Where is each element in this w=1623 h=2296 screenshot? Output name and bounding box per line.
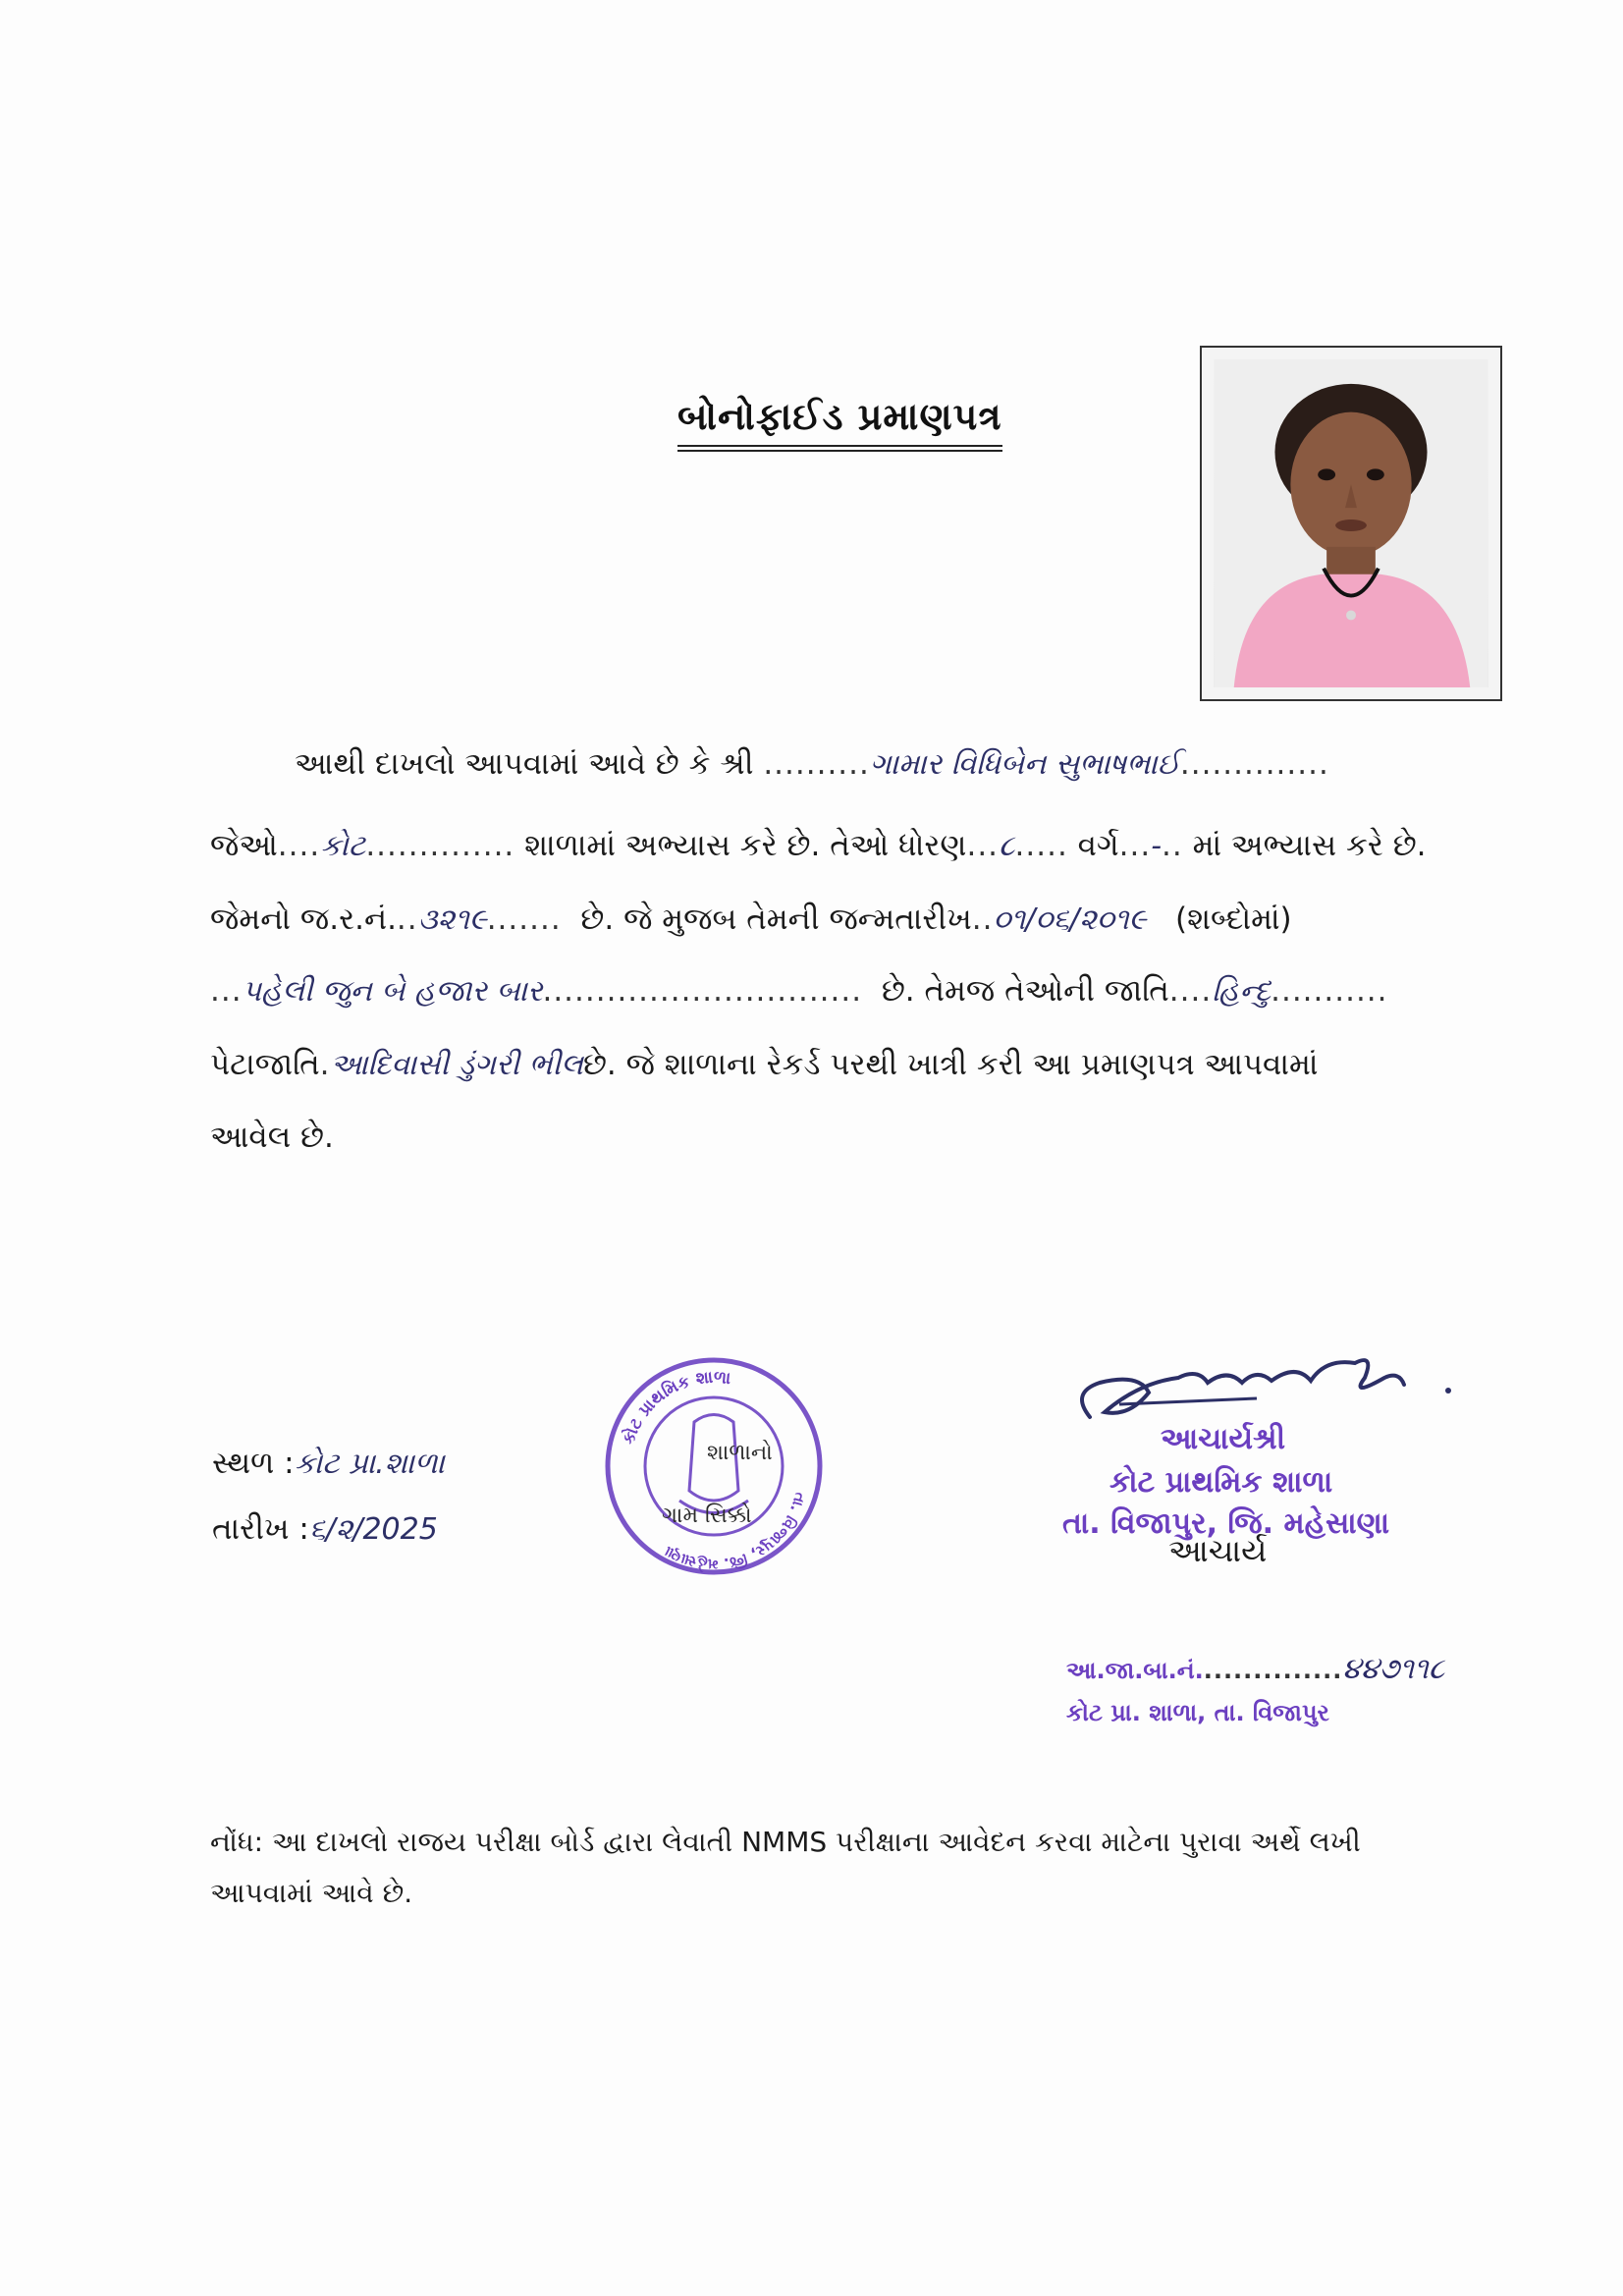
dots: .. [1162, 828, 1183, 863]
certificate-line-4 [210, 973, 1516, 1009]
dots: ... [966, 828, 1000, 863]
line3-prefix: જેમનો જ.ર.નં. [210, 902, 397, 937]
dots: ........... [1271, 973, 1388, 1009]
svg-text:કોટ પ્રાથમિક શાળા [617, 1368, 731, 1448]
certificate-line-3 [210, 904, 1516, 935]
student-photo [1214, 359, 1488, 687]
stamp-center-text: શાળાનો [707, 1441, 773, 1465]
dots: .... [1168, 973, 1213, 1009]
principal-title: આચાર્યશ્રી [1161, 1422, 1286, 1456]
class-label: વર્ગ [1077, 828, 1119, 863]
registration-school: કોટ પ્રા. શાળા, તા. વિજાપુર [1066, 1699, 1329, 1726]
dots: ... [1118, 828, 1152, 863]
date-of-birth: ૦૧/૦૬/૨૦૧૯ [993, 902, 1147, 937]
dots: .. [396, 902, 418, 937]
line5-prefix: પેટાજાતિ [210, 1047, 320, 1082]
note-text: આ દાખલો રાજય પરીક્ષા બોર્ડ દ્વારા લેવાતી NMMS પરીક્ષાના આવેદન કરવા માટેના પુરાવા અર્થે લખી આપવામાં આવે છે. [210, 1826, 1361, 1909]
registration-number: ૪૪૭૧૧૮ [1342, 1652, 1445, 1686]
line3-suffix: (શબ્દોમાં) [1175, 902, 1292, 937]
certificate-title: બોનોફાઈડ પ્રમાણપત્ર [677, 395, 1002, 447]
line2-suffix: માં અભ્યાસ કરે છે. [1192, 828, 1427, 863]
date-label: તારીખ : [212, 1511, 309, 1547]
gr-number: ૩૨૧૯ [417, 902, 487, 937]
signatory-taluka: તા. વિજાપુર, જિ. મહેસાણા [1062, 1506, 1390, 1541]
school-name: કોટ [320, 829, 366, 863]
place-label: સ્થળ : [212, 1446, 295, 1481]
place-row [212, 1446, 445, 1482]
school-seal-stamp [601, 1353, 827, 1579]
dots: .............. [365, 828, 515, 863]
note-label: નોંધ: [210, 1826, 264, 1858]
certificate-line-6: આવેલ છે. [210, 1120, 334, 1155]
line2-mid: શાળામાં અભ્યાસ કરે છે. તેઓ ધોરણ [524, 828, 967, 863]
certificate-line-5 [210, 1047, 1516, 1082]
dots: . [319, 1047, 331, 1082]
signatory-designation: આચાર્ય [1168, 1532, 1268, 1569]
date-value: ૬/૨/2025 [308, 1512, 438, 1547]
registration-label: આ.જા.બા.નં. [1066, 1657, 1204, 1684]
dots: ... [210, 973, 243, 1009]
certificate-line-2 [210, 828, 1516, 863]
dots: .............. [1179, 746, 1329, 782]
dots: .......... [763, 746, 870, 782]
student-portrait-image [1214, 359, 1488, 687]
line4-mid: છે. તેમજ તેઓની જાતિ [881, 973, 1169, 1009]
signatory-school: કોટ પ્રાથમિક શાળા [1109, 1465, 1333, 1500]
certificate-note [210, 1817, 1447, 1919]
line3-mid: છે. જે મુજબ તેમની જન્મતારીખ [580, 902, 972, 937]
subcaste: આદિવાસી ડુંગરી ભીલ [330, 1048, 583, 1082]
division: - [1151, 829, 1163, 863]
line5-suffix: છે. જે શાળાના રેકર્ડ પરથી ખાત્રી કરી આ પ્રમાણપત્ર આપવામાં [582, 1047, 1319, 1082]
stamp-bottom-text: તા. વિજાપુર, જિ. મહેસાણા [661, 1490, 810, 1574]
student-photo-frame [1200, 346, 1502, 701]
dots: .. [971, 902, 994, 937]
dots: .............. [1203, 1657, 1343, 1684]
date-row [212, 1511, 438, 1548]
stamp-top-text: કોટ પ્રાથમિક શાળા [619, 1367, 732, 1448]
stamp-center-text-2: ગામ સિક્કો [662, 1503, 752, 1528]
student-name: ગામાર વિધિબેન સુભાષભાઈ [869, 747, 1180, 782]
certificate-line-1 [295, 746, 1600, 782]
line2-prefix: જેઓ [210, 828, 278, 863]
line1-prefix: આથી દાખલો આપવામાં આવે છે કે શ્રી [295, 746, 754, 782]
standard: ૮ [999, 829, 1015, 863]
dots: ..... [1014, 828, 1068, 863]
dob-in-words: પહેલી જુન બે હજાર બાર [242, 974, 543, 1009]
place-value: કોટ પ્રા.શાળા [294, 1447, 445, 1481]
caste: હિન્દુ [1212, 974, 1271, 1009]
dots: .... [277, 828, 321, 863]
registration-row [1066, 1652, 1444, 1686]
dots: ....... [486, 902, 562, 937]
dots: .............................. [542, 973, 863, 1009]
